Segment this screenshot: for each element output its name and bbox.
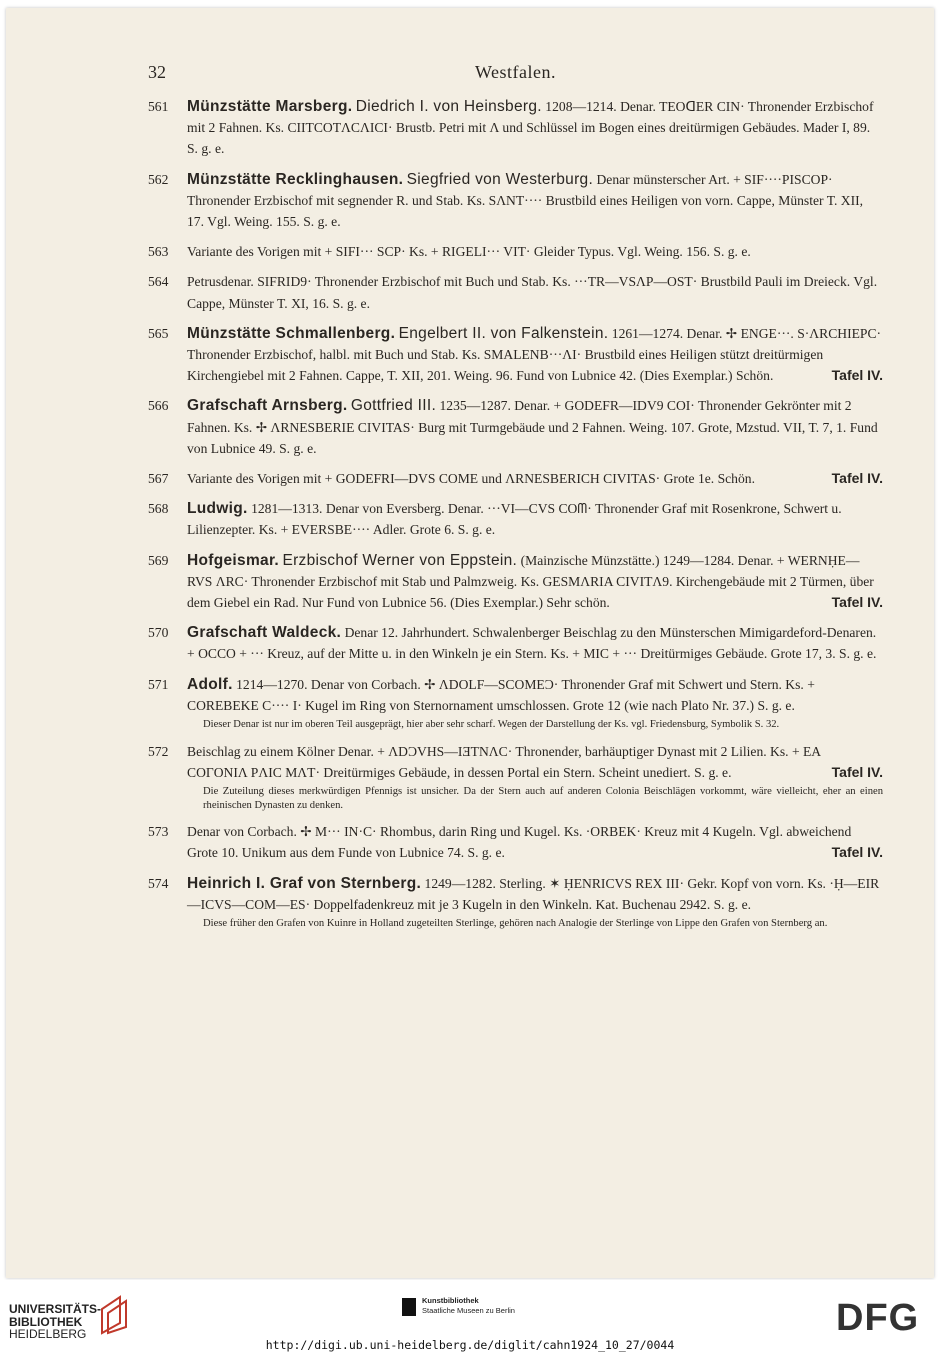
entry-number: 568: [148, 501, 169, 517]
catalog-entry: [148, 622, 883, 664]
entry-text: 1261—1274. Denar. ✢ ENGE···. S·ΛRCHIEPC· Thronender Erzbischof, halbl. mit Buch und Stab. Ks. SMALENB···ΛI· Brustbild eines Heiligen stützt dreitürmigen Kirchengiebel mit 2 Fahnen. Cappe, T. XII, 201. Weing. 96. Fund von Lubnice 42. (Dies Exemplar.) Schön.: [187, 325, 882, 384]
entry-body: [187, 241, 883, 262]
entry-footnote: Diese früher den Grafen von Kuinre in Holland zugeteilten Sterlinge, gehören nach Analogie der Sterlinge von Lippe den Grafen von Sternberg an.: [203, 918, 828, 930]
entry-body: [187, 395, 883, 459]
entry-subheading: Engelbert II. von Falkenstein.: [398, 324, 609, 342]
catalog-entry: [148, 741, 883, 813]
entry-text: Variante des Vorigen mit + GODEFRI—DVS COME und ΛRNESBERICH CIVITAS· Grote 1e. Schön.: [187, 471, 755, 487]
entry-number: 569: [148, 552, 169, 568]
entry-heading: Grafschaft Arnsberg.: [187, 397, 348, 415]
entry-body: [187, 873, 883, 915]
kunstbibliothek-logo-text: [422, 1296, 515, 1315]
entry-text: Variante des Vorigen mit + SIFI··· SCP· Ks. + RIGELI··· VIT· Gleider Typus. Vgl. Weing. 156. S. g. e.: [187, 244, 751, 260]
entry-text: 1249—1282. Sterling. ✶ ḤENRICVS REX III· Gekr. Kopf von vorn. Ks. ·Ḥ—EIR—ICVS—COM—ES· Doppelfadenkreuz mit je 3 Kugeln in den Winkeln. Kat. Buchenau 2942. S. g. e.: [187, 875, 880, 912]
entry-number: 573: [148, 824, 169, 840]
catalog-entry: [148, 395, 883, 459]
entry-heading: Ludwig.: [187, 500, 248, 518]
entry-number: 567: [148, 471, 169, 487]
entry-text: 1281—1313. Denar von Eversberg. Denar. ···VI—CVS COᗰ· Thronender Graf mit Rosenkrone, Schwert u. Lilienzepter. Ks. + EVERSBE···· Adler. Grote 6. S. g. e.: [187, 501, 842, 538]
entry-text: Denar 12. Jahrhundert. Schwalenberger Beischlag zu den Münsterschen Mimigardeford-Denaren. + OCCO + ··· Kreuz, auf der Mitte u. in den Winkeln je ein Stern. Ks. + MIC + ··· Dreitürmiges Gebäude. Grote 17, 3. S. g. e.: [187, 625, 877, 662]
uni-line3: HEIDELBERG: [9, 1327, 87, 1341]
entry-number: 562: [148, 171, 169, 187]
plate-reference: Tafel IV.: [831, 763, 883, 780]
plate-reference: Tafel IV.: [831, 594, 883, 611]
page-title: Westfalen.: [474, 62, 557, 82]
entry-heading: Münzstätte Recklinghausen.: [187, 170, 404, 188]
entry-number: 561: [148, 99, 169, 114]
entry-body: [187, 622, 883, 664]
entry-body: [187, 674, 883, 716]
entry-footnote: Die Zuteilung dieses merkwürdigen Pfennigs ist unsicher. Da der Stern auch auf anderen Colonia Beischlägen vorkommt, wäre vielleicht, eher an einen rheinischen Dynasten zu denken.: [203, 786, 883, 811]
kb-line2: Staatliche Museen zu Berlin: [422, 1305, 515, 1315]
catalog-entry: [148, 169, 883, 233]
page-number: 32: [148, 62, 166, 82]
catalog-entry: [148, 550, 883, 614]
entry-number: 565: [148, 325, 169, 341]
uni-line2: BIBLIOTHEK: [9, 1314, 83, 1329]
entry-heading: Heinrich I. Graf von Sternberg.: [187, 874, 422, 892]
entry-text: Beischlag zu einem Kölner Denar. + ΛDƆVHS—IƎTNΛC· Thronender, barhäuptiger Dynast mit 2 Lilien. Ks. + EA COΓONIΛ PΛIC MΛT· Dreitürmiges Gebäude, in dessen Portal ein Stern. Scheint unediert. S. g. e.: [187, 743, 821, 780]
entry-body: [187, 169, 883, 233]
entry-body: [187, 271, 883, 313]
entry-text: Denar münsterscher Art. + SIF····PISCOP· Thronender Erzbischof mit segnender R. und Stab. Ks. SΛNT···· Brustbild eines Heiligen von vorn. Cappe, Münster T. XII, 17. Vgl. Weing. 155. S. g. e.: [187, 171, 864, 230]
kunstbibliothek-logo-icon: [402, 1298, 416, 1316]
entry-body: [187, 323, 883, 387]
catalog-entry: [148, 468, 883, 489]
entry-number: 571: [148, 676, 169, 692]
entry-heading: Hofgeismar.: [187, 551, 280, 569]
entry-number: 574: [148, 875, 169, 891]
entry-body: [187, 96, 883, 160]
entry-footnote: Dieser Denar ist nur im oberen Teil ausgeprägt, hier aber sehr scharf. Wegen der Darstellung der Ks. vgl. Friedensburg, Symbolik S. 32.: [203, 719, 780, 731]
entry-subheading: Gottfried III.: [350, 397, 437, 415]
entry-body: [187, 498, 883, 540]
entry-subheading: Diedrich I. von Heinsberg.: [355, 98, 542, 115]
entry-subheading: Siegfried von Westerburg.: [406, 170, 594, 188]
entry-text: Petrusdenar. SIFRID9· Thronender Erzbischof mit Buch und Stab. Ks. ···TR—VSΛP—OST· Brustbild Pauli im Dreieck. Vgl. Cappe, Münster T. XI, 16. S. g. e.: [187, 274, 878, 311]
catalog-entry: [148, 96, 883, 160]
entry-body: [187, 550, 883, 614]
entry-heading: Münzstätte Marsberg.: [187, 98, 353, 115]
plate-reference: Tafel IV.: [831, 844, 883, 861]
entry-text: 1235—1287. Denar. + GODEFR—IDV9 COI· Thronender Gekrönter mit 2 Fahnen. Ks. ✢ ΛRNESBERIE CIVITAS· Burg mit Turmgebäude und 2 Fahnen. Weing. 107. Grote, Mzstud. VII, T. 7, 1. Fund von Lubnice 49. S. g. e.: [187, 398, 878, 456]
entry-text: 1208—1214. Denar. TEOᗡER CIN· Thronender Erzbischof mit 2 Fahnen. Ks. CIITCOTΛCΛICI· Brustb. Petri mit Λ und Schlüssel im Bogen eines dreitürmigen Gebäudes. Mader I, 89. S. g. e.: [187, 99, 874, 157]
entry-number: 566: [148, 398, 169, 414]
plate-reference: Tafel IV.: [831, 470, 883, 487]
entry-body: [187, 468, 883, 489]
page-content: [148, 62, 883, 940]
entry-heading: Grafschaft Waldeck.: [187, 624, 342, 642]
catalog-entry: [148, 821, 883, 863]
catalog-entry: [148, 498, 883, 540]
entry-text: 1214—1270. Denar von Corbach. ✢ ΛDOLF—SCOMEƆ· Thronender Graf mit Schwert und Stern. Ks. + COREBEKE C···· I· Kugel im Ring von Sternornament umschlossen. Grote 12 (wie nach Plato Nr. 37.) S. g. e.: [187, 676, 815, 713]
kb-line1: Kunstbibliothek: [422, 1296, 479, 1305]
page-header: [148, 62, 883, 90]
catalog-entry: [148, 323, 883, 387]
entry-number: 564: [148, 274, 169, 290]
entry-number: 572: [148, 743, 169, 759]
catalog-entry: [148, 674, 883, 732]
entry-text: Denar von Corbach. ✢ M··· IN·C· Rhombus, darin Ring und Kugel. Ks. ·ORBEK· Kreuz mit 4 Kugeln. Vgl. abweichend Grote 10. Unikum aus dem Funde von Lubnice 74. S. g. e.: [187, 824, 852, 861]
catalog-entry: [148, 241, 883, 262]
heidelberg-logo-icon: [98, 1293, 132, 1335]
catalog-entry: [148, 271, 883, 313]
source-url[interactable]: http://digi.ub.uni-heidelberg.de/diglit/cahn1924_10_27/0044: [265, 1338, 675, 1352]
heidelberg-logo-text: [9, 1303, 101, 1341]
entry-body: [187, 821, 883, 863]
catalog-entry: [148, 873, 883, 931]
entry-body: [187, 741, 883, 783]
catalog-entries: [148, 96, 883, 931]
entry-text: (Mainzische Münzstätte.) 1249—1284. Denar. + WERNḤE—RVS ΛRC· Thronender Erzbischof mit Stab und Palmzweig. Ks. GESMΛRIA CIVITΛ9. Kirchengebäude mit 2 Türmen, über dem Giebel ein Rad. Nur Fund von Lubnice 56. (Dies Exemplar.) Sehr schön.: [187, 552, 874, 611]
dfg-logo: DFG: [836, 1297, 920, 1339]
entry-subheading: Erzbischof Werner von Eppstein.: [282, 551, 518, 569]
entry-number: 563: [148, 244, 169, 260]
plate-reference: Tafel IV.: [831, 367, 883, 384]
entry-heading: Adolf.: [187, 675, 233, 693]
entry-number: 570: [148, 625, 169, 641]
uni-line1: UNIVERSITÄTS-: [9, 1302, 102, 1316]
entry-heading: Münzstätte Schmallenberg.: [187, 324, 396, 342]
